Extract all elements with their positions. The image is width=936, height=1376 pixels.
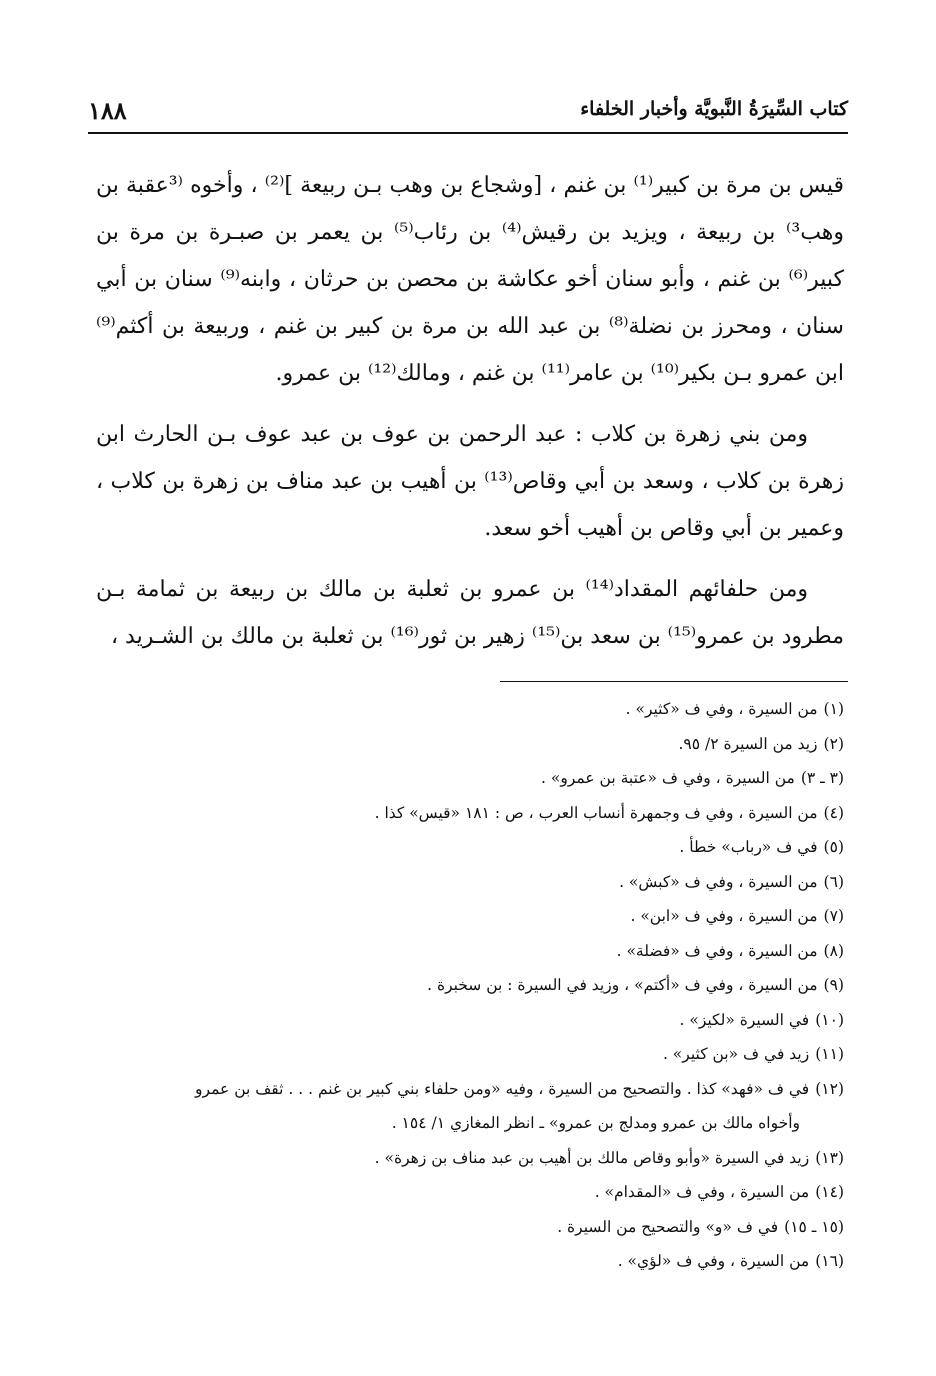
footnote-number: (١٣) (815, 1148, 844, 1167)
footnotes (80, 692, 844, 1279)
footnote-text: زيد في ف «بن كثير» . (662, 1045, 810, 1063)
footnote-number: (١) (823, 700, 844, 718)
footnote-text: من السيرة ، وفي ف «لؤي» . (617, 1252, 810, 1270)
footnote-14 (80, 1175, 844, 1210)
footnote-text: من السيرة ، وفي ف «أكتم» ، وزيد في السيرة : بن سخبرة . (427, 976, 818, 994)
footnote-8 (80, 934, 844, 969)
footnote-number: (٨) (823, 941, 844, 960)
footnote-text: من السيرة ، وفي ف «المقدام» . (594, 1183, 810, 1201)
footnote-continuation: وأخواه مالك بن عمرو ومدلج بن عمرو» ـ انظر المغازي ١/ ١٥٤ . (391, 1114, 800, 1132)
footnote-5 (80, 830, 844, 865)
footnote-number: (١٠) (815, 1010, 844, 1029)
running-header (88, 96, 848, 136)
footnote-2 (80, 727, 844, 762)
paragraph-1: قيس بن مرة بن كبير⁽¹⁾ بن غنم ، [وشجاع بن وهب بـن ربيعة ]⁽²⁾ ، وأخوه ⁽³عقبة بن وهب³⁾ بن ربيعة ، ويزيد بن رقيش⁽⁴⁾ بن رئاب⁽⁵⁾ بن يعمر بن صبـرة بن مرة بن كبير⁽⁶⁾ بن غنم ، وأبو سنان أخو عكاشة بن محصن بن حرثان ، وابنه⁽⁹⁾ سنان بن أبي سنان ، ومحرز بن نضلة⁽⁸⁾ بن عبد الله بن مرة بن كبير بن غنم ، وربيعة بن أكثم⁽⁹⁾ ابن عمرو بـن بكير⁽¹⁰⁾ بن عامر⁽¹¹⁾ بن غنم ، ومالك⁽¹²⁾ بن عمرو. (96, 173, 845, 386)
footnote-text: من السيرة ، وفي ف «كبش» . (619, 872, 818, 891)
footnote-6 (80, 865, 844, 900)
main-text (96, 162, 844, 674)
footnote-number: (١٦) (815, 1252, 844, 1270)
header-rule (88, 132, 848, 134)
page-number: ١٨٨ (88, 96, 127, 125)
footnote-number: (١٢) (815, 1079, 844, 1098)
footnote-text: زيد في السيرة «وأبو وقاص مالك بن أهيب بن عبد مناف بن زهرة» . (374, 1148, 810, 1167)
footnote-9 (80, 968, 844, 1003)
footnote-15 (80, 1210, 844, 1245)
footnote-separator (500, 681, 848, 682)
footnote-3 (80, 761, 844, 796)
paragraph-2: ومن بني زهرة بن كلاب : عبد الرحمن بن عوف بن عبد عوف بـن الحارث ابن زهرة بن كلاب ، وسعد بن أبي وقاص⁽¹³⁾ بن أهيب بن عبد مناف بن زهرة بن كلاب ، وعمير بن أبي وقاص بن أهيب أخو سعد. (96, 422, 844, 541)
footnote-text: في ف «و» والتصحيح من السيرة . (557, 1217, 779, 1236)
footnote-number: (٣ ـ ٣) (800, 769, 844, 787)
footnote-text: من السيرة ، وفي ف وجمهرة أنساب العرب ، ص : ١٨١ «قيس» كذا . (374, 803, 818, 822)
footnote-1 (80, 692, 844, 727)
footnote-number: (١١) (815, 1045, 844, 1063)
footnote-text: من السيرة ، وفي ف «كثير» . (625, 700, 818, 718)
footnote-number: (٢) (823, 734, 844, 753)
footnote-7 (80, 899, 844, 934)
footnote-number: (٦) (823, 872, 844, 891)
footnote-text: زيد من السيرة ٢/ ٩٥. (678, 734, 818, 753)
footnote-number: (٩) (823, 976, 844, 994)
footnote-number: (٥) (823, 838, 844, 856)
footnote-16 (80, 1244, 844, 1279)
footnote-10 (80, 1003, 844, 1038)
footnote-11 (80, 1037, 844, 1072)
footnote-12 (80, 1072, 844, 1141)
footnote-text: من السيرة ، وفي ف «عتبة بن عمرو» . (541, 769, 795, 787)
footnote-number: (٧) (823, 907, 844, 925)
paragraph-3: ومن حلفائهم المقداد⁽¹⁴⁾ بن عمرو بن ثعلبة بن مالك بن ربيعة بن ثمامة بـن مطرود بن عمرو⁽¹⁵⁾ بن سعد بن⁽¹⁵⁾ زهير بن ثور⁽¹⁶⁾ بن ثعلبة بن مالك بن الشـريد ، (96, 577, 844, 649)
footnote-4 (80, 796, 844, 831)
footnote-text: من السيرة ، وفي ف «ابن» . (630, 907, 818, 925)
footnote-text: في ف «فهد» كذا . والتصحيح من السيرة ، وفيه «ومن حلفاء بني كبير بن غنم . . . ثقف بن عمرو (195, 1079, 810, 1098)
footnote-text: من السيرة ، وفي ف «فضلة» . (616, 941, 818, 960)
book-title: كتاب السِّيرَةُ النَّبويَّة وأخبار الخلفاء (580, 98, 848, 120)
footnote-13 (80, 1141, 844, 1176)
footnote-number: (١٥ ـ ١٥) (784, 1217, 844, 1236)
footnote-number: (٤) (823, 803, 844, 822)
footnote-text: في السيرة «لكيز» . (679, 1010, 810, 1029)
footnote-text: في ف «رباب» خطأ . (679, 838, 818, 856)
footnote-number: (١٤) (815, 1183, 844, 1201)
